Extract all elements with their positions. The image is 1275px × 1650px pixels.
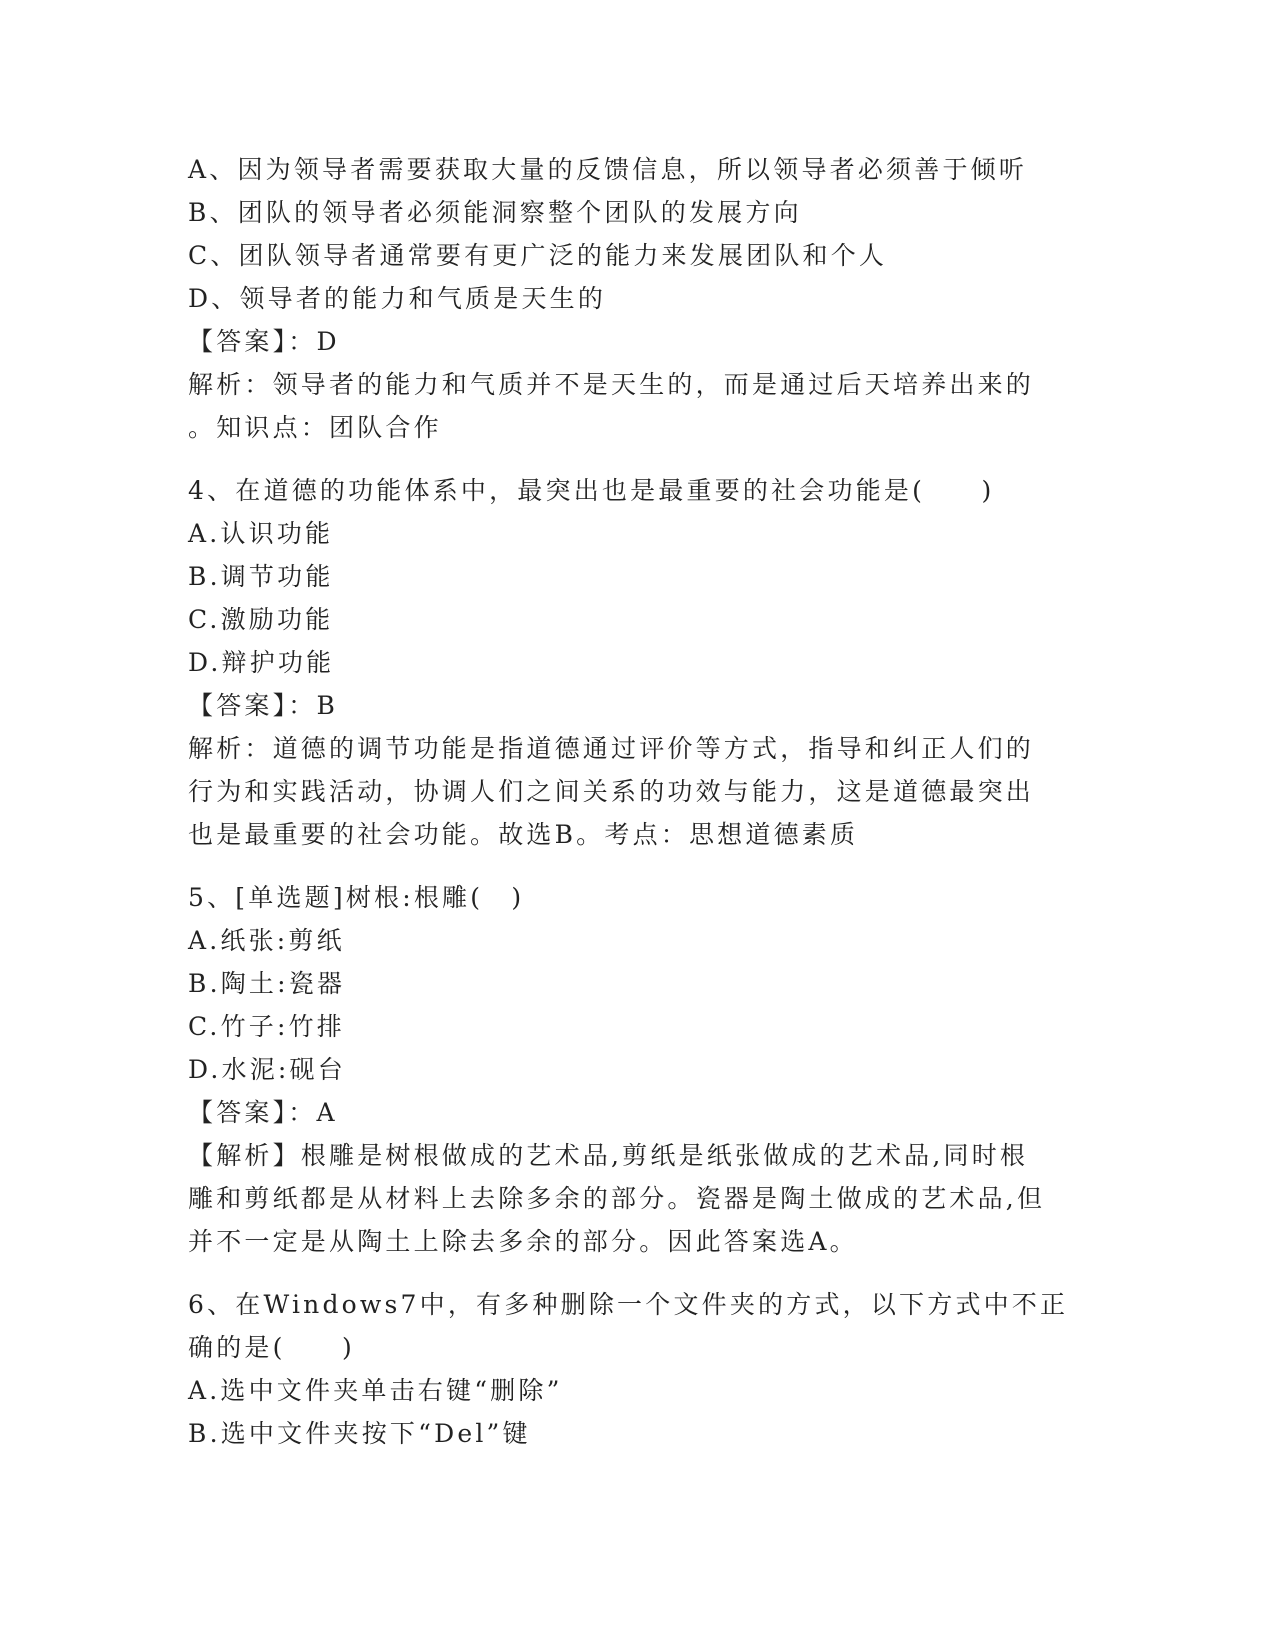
q3-option-d: D、领导者的能力和气质是天生的 <box>188 284 607 313</box>
q6-question-line-1: 6、在Windows7中，有多种删除一个文件夹的方式，以下方式中不正 <box>188 1290 1069 1319</box>
q5-answer: 【答案】：A <box>188 1098 338 1127</box>
q3-option-c: C、团队领导者通常要有更广泛的能力来发展团队和个人 <box>188 241 888 270</box>
q4-option-a: A.认识功能 <box>188 519 334 548</box>
question-4-block <box>188 469 1088 856</box>
q4-question: 4、在道德的功能体系中，最突出也是最重要的社会功能是( ) <box>188 476 995 505</box>
q6-option-b: B.选中文件夹按下“Del”键 <box>188 1419 531 1448</box>
q4-answer: 【答案】：B <box>188 691 339 720</box>
q3-option-a: A、因为领导者需要获取大量的反馈信息，所以领导者必须善于倾听 <box>188 155 1028 184</box>
q5-question: 5、[单选题]树根:根雕( ) <box>188 883 525 912</box>
q5-option-a: A.纸张:剪纸 <box>188 926 345 955</box>
q5-option-d: D.水泥:砚台 <box>188 1055 346 1084</box>
q3-analysis-line-2: 。知识点：团队合作 <box>188 413 442 442</box>
q6-question-line-2: 确的是( ) <box>188 1333 355 1362</box>
q5-option-c: C.竹子:竹排 <box>188 1012 346 1041</box>
q5-option-b: B.陶土:瓷器 <box>188 969 346 998</box>
document-page <box>188 148 1088 1455</box>
question-6-block <box>188 1283 1088 1455</box>
q4-option-c: C.激励功能 <box>188 605 334 634</box>
q4-option-b: B.调节功能 <box>188 562 334 591</box>
q4-analysis-line-3: 也是最重要的社会功能。故选B。考点：思想道德素质 <box>188 820 859 849</box>
q3-analysis-line-1: 解析：领导者的能力和气质并不是天生的，而是通过后天培养出来的 <box>188 370 1035 399</box>
question-5-block <box>188 876 1088 1263</box>
q4-analysis-line-2: 行为和实践活动，协调人们之间关系的功效与能力，这是道德最突出 <box>188 777 1035 806</box>
q6-option-a: A.选中文件夹单击右键“删除” <box>188 1376 563 1405</box>
q5-analysis-line-2: 雕和剪纸都是从材料上去除多余的部分。瓷器是陶土做成的艺术品,但 <box>188 1184 1046 1213</box>
q3-answer: 【答案】：D <box>188 327 340 356</box>
question-3-block <box>188 148 1088 449</box>
q5-analysis-line-1: 【解析】根雕是树根做成的艺术品,剪纸是纸张做成的艺术品,同时根 <box>188 1141 1029 1170</box>
q3-option-b: B、团队的领导者必须能洞察整个团队的发展方向 <box>188 198 802 227</box>
q5-analysis-line-3: 并不一定是从陶土上除去多余的部分。因此答案选A。 <box>188 1227 858 1256</box>
q4-analysis-line-1: 解析：道德的调节功能是指道德通过评价等方式，指导和纠正人们的 <box>188 734 1035 763</box>
q4-option-d: D.辩护功能 <box>188 648 335 677</box>
